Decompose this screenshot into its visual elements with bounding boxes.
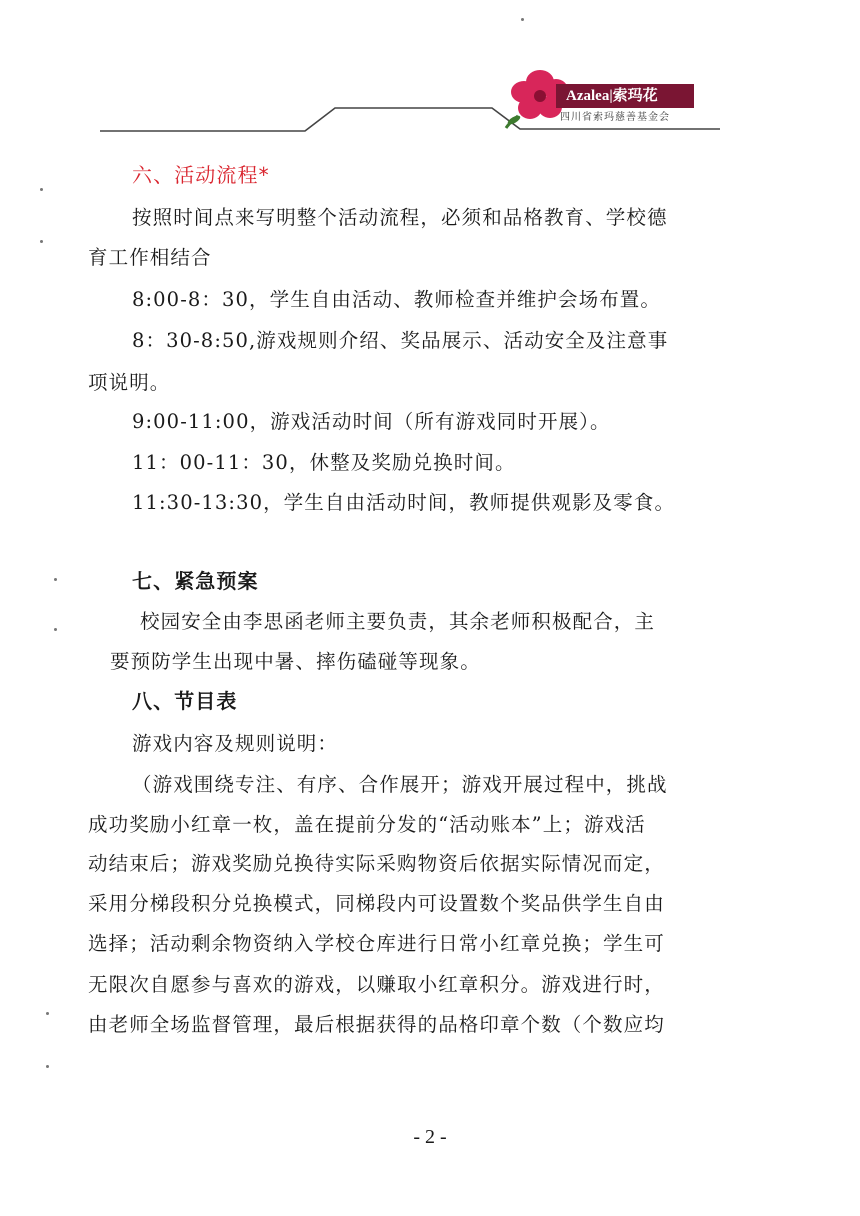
scan-speck bbox=[54, 578, 57, 581]
foundation-logo bbox=[500, 60, 700, 130]
paragraph-line: 无限次自愿参与喜欢的游戏，以赚取小红章积分。游戏进行时， bbox=[88, 973, 665, 996]
scan-speck bbox=[46, 1065, 49, 1068]
paragraph-line: 游戏内容及规则说明： bbox=[132, 732, 339, 755]
schedule-line: 项说明。 bbox=[88, 371, 171, 394]
paragraph-line: 采用分梯段积分兑换模式，同梯段内可设置数个奖品供学生自由 bbox=[88, 892, 665, 915]
paragraph-line: 校园安全由李思函老师主要负责，其余老师积极配合，主 bbox=[140, 610, 656, 633]
paragraph-line: 动结束后；游戏奖励兑换待实际采购物资后依据实际情况而定， bbox=[88, 852, 665, 875]
scan-speck bbox=[46, 1012, 49, 1015]
paragraph-line: 按照时间点来写明整个活动流程，必须和品格教育、学校德 bbox=[132, 206, 668, 229]
section-eight-title: 八、节目表 bbox=[132, 689, 238, 713]
schedule-line: 8：30-8:50,游戏规则介绍、奖品展示、活动安全及注意事 bbox=[132, 329, 669, 352]
schedule-line: 9:00-11:00，游戏活动时间（所有游戏同时开展）。 bbox=[132, 410, 611, 433]
schedule-line: 11:30-13:30，学生自由活动时间，教师提供观影及零食。 bbox=[132, 491, 676, 514]
paragraph-line: （游戏围绕专注、有序、合作展开；游戏开展过程中，挑战 bbox=[132, 773, 668, 796]
scan-speck bbox=[40, 240, 43, 243]
section-seven-title: 七、紧急预案 bbox=[132, 569, 259, 593]
paragraph-line: 育工作相结合 bbox=[88, 246, 212, 269]
logo-organization-name: 四川省索玛慈善基金会 bbox=[560, 112, 670, 123]
logo-brand-band: Azalea|索玛花 bbox=[556, 84, 694, 108]
paragraph-line: 由老师全场监督管理，最后根据获得的品格印章个数（个数应均 bbox=[88, 1013, 665, 1036]
paragraph-line: 成功奖励小红章一枚，盖在提前分发的“活动账本”上；游戏活 bbox=[88, 813, 646, 836]
header-rule bbox=[0, 0, 860, 160]
schedule-line: 11：00-11：30，休整及奖励兑换时间。 bbox=[132, 451, 516, 474]
schedule-line: 8:00-8：30，学生自由活动、教师检查并维护会场布置。 bbox=[132, 288, 661, 311]
scan-speck bbox=[54, 628, 57, 631]
paragraph-line: 要预防学生出现中暑、摔伤磕碰等现象。 bbox=[110, 650, 481, 673]
page-number: - 2 - bbox=[413, 1126, 447, 1148]
scan-speck bbox=[521, 18, 524, 21]
scan-speck bbox=[40, 188, 43, 191]
paragraph-line: 选择；活动剩余物资纳入学校仓库进行日常小红章兑换；学生可 bbox=[88, 932, 665, 955]
section-six-title: 六、活动流程* bbox=[132, 163, 270, 187]
